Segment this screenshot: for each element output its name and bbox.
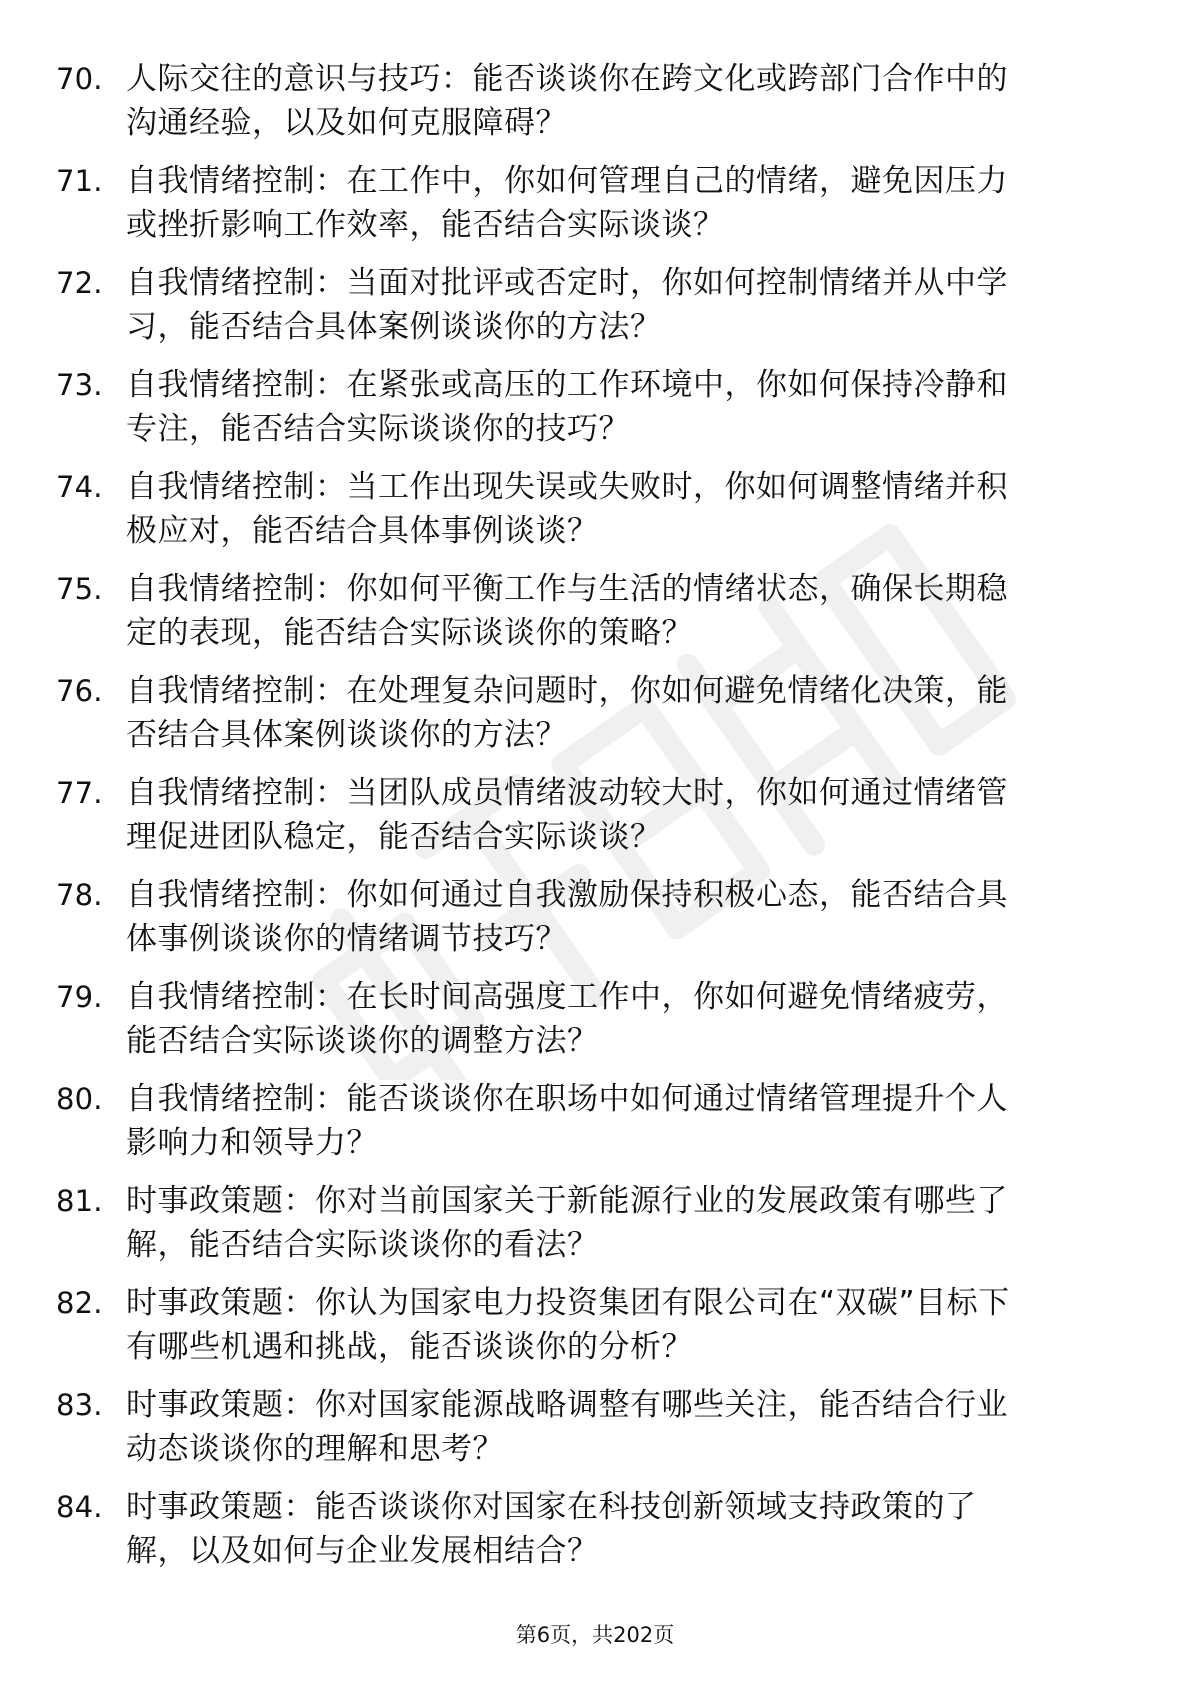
- question-number: 73.: [56, 368, 103, 402]
- question-text: [126, 1485, 1121, 1573]
- question-line: 能否结合实际谈谈你的调整方法？: [126, 1023, 599, 1059]
- question-line: 时事政策题：你认为国家电力投资集团有限公司在“双碳”目标下: [126, 1285, 1010, 1321]
- question-line: 或挫折影响工作效率，能否结合实际谈谈？: [126, 207, 725, 243]
- question-item: [0, 660, 1190, 762]
- question-text: [126, 1383, 1121, 1471]
- question-item: [0, 354, 1190, 456]
- question-item: [0, 1374, 1190, 1476]
- question-item: [0, 966, 1190, 1068]
- question-number: 78.: [56, 878, 103, 912]
- question-number: 74.: [56, 470, 103, 504]
- question-list: [0, 48, 1190, 1578]
- question-line: 体事例谈谈你的情绪调节技巧？: [126, 921, 567, 957]
- page-number-footer: 第6页，共202页: [515, 1623, 675, 1647]
- question-line: 人际交往的意识与技巧：能否谈谈你在跨文化或跨部门合作中的: [126, 61, 1008, 97]
- question-line: 理促进团队稳定，能否结合实际谈谈？: [126, 819, 662, 855]
- question-line: 自我情绪控制：在长时间高强度工作中，你如何避免情绪疲劳，: [126, 979, 1008, 1015]
- question-number: 81.: [56, 1184, 103, 1218]
- question-line: 自我情绪控制：你如何平衡工作与生活的情绪状态，确保长期稳: [126, 571, 1008, 607]
- question-line: 自我情绪控制：当团队成员情绪波动较大时，你如何通过情绪管: [126, 775, 1008, 811]
- question-line: 自我情绪控制：当面对批评或否定时，你如何控制情绪并从中学: [126, 265, 1008, 301]
- question-text: [126, 465, 1121, 553]
- question-line: 自我情绪控制：在处理复杂问题时，你如何避免情绪化决策，能: [126, 673, 1008, 709]
- question-text: [126, 873, 1121, 961]
- question-number: 76.: [56, 674, 103, 708]
- question-line: 动态谈谈你的理解和思考？: [126, 1431, 504, 1467]
- question-item: [0, 864, 1190, 966]
- question-line: 时事政策题：你对国家能源战略调整有哪些关注，能否结合行业: [126, 1387, 1008, 1423]
- question-number: 84.: [56, 1490, 103, 1524]
- question-item: [0, 252, 1190, 354]
- question-text: [126, 57, 1121, 145]
- question-text: [126, 771, 1121, 859]
- question-item: [0, 48, 1190, 150]
- question-line: 自我情绪控制：在工作中，你如何管理自己的情绪，避免因压力: [126, 163, 1008, 199]
- question-line: 自我情绪控制：能否谈谈你在职场中如何通过情绪管理提升个人: [126, 1081, 1008, 1117]
- question-text: [126, 567, 1121, 655]
- question-item: [0, 762, 1190, 864]
- question-line: 时事政策题：你对当前国家关于新能源行业的发展政策有哪些了: [126, 1183, 1008, 1219]
- question-line: 有哪些机遇和挑战，能否谈谈你的分析？: [126, 1329, 693, 1365]
- question-text: [126, 1281, 1121, 1369]
- question-number: 71.: [56, 164, 103, 198]
- question-line: 影响力和领导力？: [126, 1125, 378, 1161]
- question-number: 79.: [56, 980, 103, 1014]
- question-item: [0, 558, 1190, 660]
- question-text: [126, 975, 1121, 1063]
- question-item: [0, 150, 1190, 252]
- question-item: [0, 1272, 1190, 1374]
- question-line: 自我情绪控制：在紧张或高压的工作环境中，你如何保持冷静和: [126, 367, 1008, 403]
- question-text: [126, 261, 1121, 349]
- question-number: 77.: [56, 776, 103, 810]
- question-text: [126, 363, 1121, 451]
- question-line: 专注，能否结合实际谈谈你的技巧？: [126, 411, 630, 447]
- question-number: 70.: [56, 62, 103, 96]
- question-line: 解，能否结合实际谈谈你的看法？: [126, 1227, 599, 1263]
- question-line: 时事政策题：能否谈谈你对国家在科技创新领域支持政策的了: [126, 1489, 977, 1525]
- question-line: 解，以及如何与企业发展相结合？: [126, 1533, 599, 1569]
- question-number: 82.: [56, 1286, 103, 1320]
- question-line: 极应对，能否结合具体事例谈谈？: [126, 513, 599, 549]
- question-item: [0, 1476, 1190, 1578]
- question-item: [0, 456, 1190, 558]
- question-line: 自我情绪控制：你如何通过自我激励保持积极心态，能否结合具: [126, 877, 1008, 913]
- question-item: [0, 1068, 1190, 1170]
- question-line: 习，能否结合具体案例谈谈你的方法？: [126, 309, 662, 345]
- question-text: [126, 159, 1121, 247]
- question-text: [126, 669, 1121, 757]
- question-number: 72.: [56, 266, 103, 300]
- question-line: 定的表现，能否结合实际谈谈你的策略？: [126, 615, 693, 651]
- question-number: 75.: [56, 572, 103, 606]
- question-number: 80.: [56, 1082, 103, 1116]
- question-line: 沟通经验，以及如何克服障碍？: [126, 105, 567, 141]
- question-line: 否结合具体案例谈谈你的方法？: [126, 717, 567, 753]
- question-number: 83.: [56, 1388, 103, 1422]
- question-item: [0, 1170, 1190, 1272]
- question-text: [126, 1179, 1121, 1267]
- question-line: 自我情绪控制：当工作出现失误或失败时，你如何调整情绪并积: [126, 469, 1008, 505]
- question-text: [126, 1077, 1121, 1165]
